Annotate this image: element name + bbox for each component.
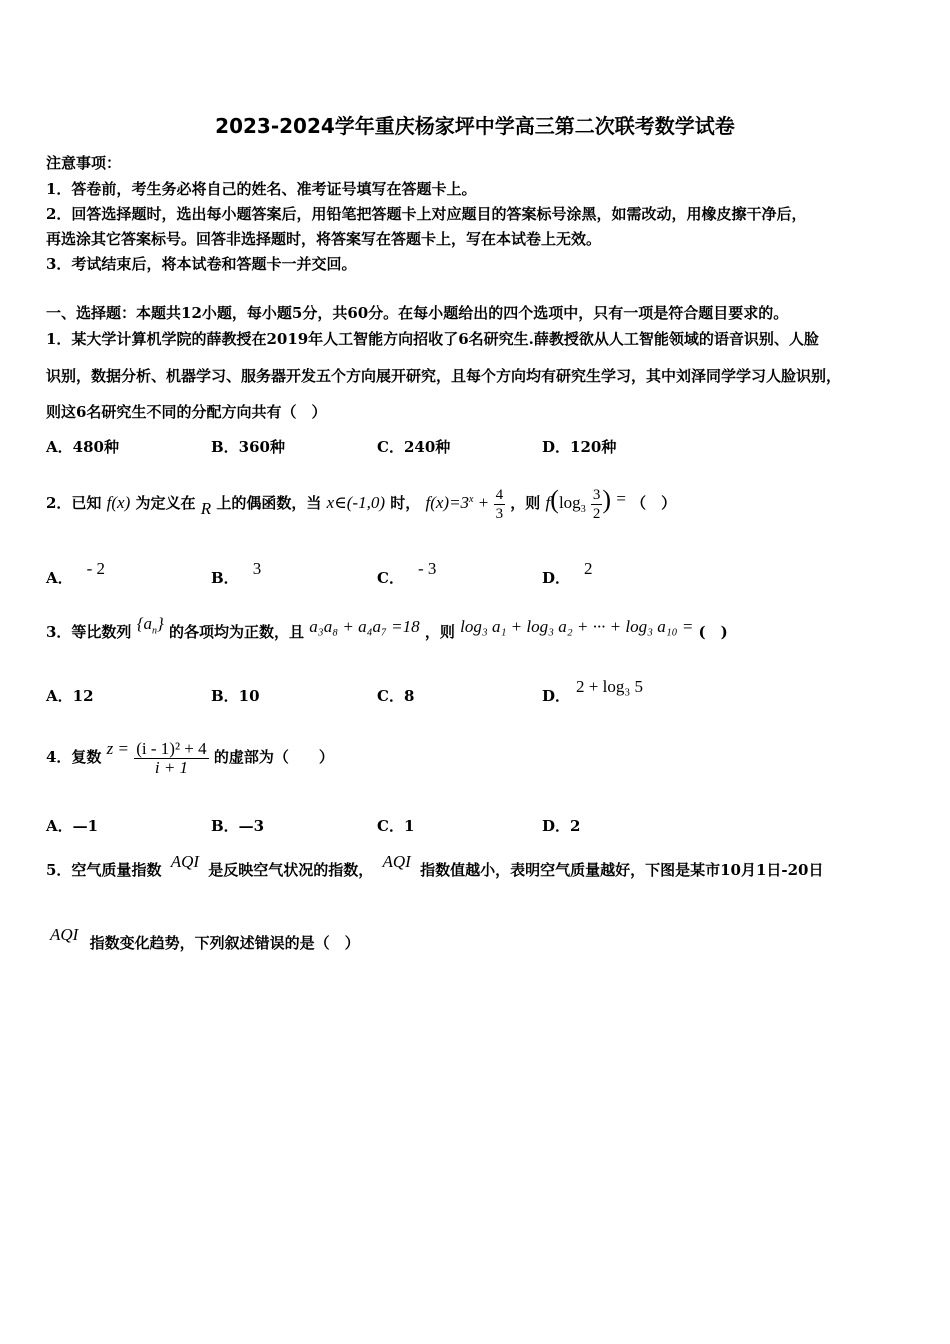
q3-sequence: $\{a_n\}$ bbox=[136, 614, 164, 637]
q4-option-d: D．2 bbox=[542, 817, 581, 835]
q2-option-c: C． - 3 bbox=[377, 559, 437, 587]
q2-stem: 2．已知 f(x) 为定义在 R 上的偶函数，当 x∈(-1,0) 时， $f(x)=3^x$ + $\frac{4}{3}$ ，则 $f(\log_3$ $\frac{3}{2}$ ) = （ ） bbox=[46, 485, 677, 522]
q1-option-c: C．240种 bbox=[377, 438, 451, 456]
q3-stem: 3．等比数列 $\{a_n\}$ 的各项均为正数，且 a₃a₈ + a₄a₇ =18 ，则 log₃ a₁ + log₃ a₂ + ··· + log₃ a₁₀ = ( ) bbox=[46, 614, 728, 641]
notice-item-2a: 2．回答选择题时，选出每小题答案后，用铅笔把答题卡上对应题目的答案标号涂黑，如需改动，用橡皮擦干净后， bbox=[46, 205, 807, 223]
q3-option-d: D． 2 + log₃ 5 bbox=[542, 677, 644, 705]
q4-z: z = bbox=[106, 739, 130, 758]
q1-line-3: 则这6名研究生不同的分配方向共有（ ） bbox=[46, 403, 327, 421]
q2-set-r: R bbox=[200, 499, 212, 518]
q5-aqi-3: AQI bbox=[50, 925, 79, 944]
exam-title: 2023-2024学年重庆杨家坪中学高三第二次联考数学试卷 bbox=[215, 114, 735, 138]
q4-option-c: C．1 bbox=[377, 817, 415, 835]
q2-option-d: D． 2 bbox=[542, 559, 593, 587]
q5-line-1: 5．空气质量指数 AQI 是反映空气状况的指数， AQI 指数值越小，表明空气质量越好，下图是某市10月1日-20日 bbox=[46, 852, 824, 879]
q2-log-argument: $\frac{3}{2}$ bbox=[592, 486, 601, 522]
q4-option-b: B．—3 bbox=[211, 817, 265, 835]
q3-log-sum: log₃ a₁ + log₃ a₂ + ··· + log₃ a₁₀ = bbox=[460, 617, 694, 636]
q2-fx: f(x) bbox=[106, 493, 131, 512]
q1-option-a: A．480种 bbox=[46, 438, 119, 456]
notice-item-2b: 再选涂其它答案标号。回答非选择题时，将答案写在答题卡上，写在本试卷上无效。 bbox=[46, 230, 602, 248]
q3-option-b: B．10 bbox=[211, 687, 260, 705]
q1-option-d: D．120种 bbox=[542, 438, 617, 456]
q2-option-b: B． 3 bbox=[211, 559, 262, 587]
q2-fraction: $\frac{4}{3}$ bbox=[495, 486, 504, 522]
notice-item-1: 1．答卷前，考生务必将自己的姓名、准考证号填写在答题卡上。 bbox=[46, 180, 477, 198]
notice-heading: 注意事项： bbox=[46, 154, 122, 172]
q1-line-1: 1．某大学计算机学院的薛教授在2019年人工智能方向招收了6名研究生.薛教授欲从人工智能领域的语音识别、人脸 bbox=[46, 330, 819, 348]
q2-condition: x∈(-1,0) bbox=[326, 493, 385, 512]
q3-option-a: A．12 bbox=[46, 687, 94, 705]
q1-option-b: B．360种 bbox=[211, 438, 285, 456]
q3-option-c: C．8 bbox=[377, 687, 415, 705]
q4-fraction: $\frac{\text{(i - 1)² + 4}}{i + 1}$ bbox=[136, 738, 207, 777]
q2-option-a: A． - 2 bbox=[46, 559, 106, 587]
q5-aqi-1: AQI bbox=[170, 852, 200, 871]
section-heading: 一、选择题：本题共12小题，每小题5分，共60分。在每小题给出的四个选项中，只有一项是符合题目要求的。 bbox=[46, 304, 789, 322]
q4-stem: 4．复数 z = $\frac{\text{(i - 1)² + 4}}{i + 1}$ 的虚部为（ ） bbox=[46, 738, 334, 777]
q3-condition: a₃a₈ + a₄a₇ =18 bbox=[309, 617, 420, 636]
q2-function-def: f(x)=3 bbox=[425, 493, 470, 512]
q5-line-2: AQI 指数变化趋势，下列叙述错误的是（ ） bbox=[50, 925, 360, 952]
q5-aqi-2: AQI bbox=[382, 852, 411, 871]
notice-item-3: 3．考试结束后，将本试卷和答题卡一并交回。 bbox=[46, 255, 357, 273]
q4-option-a: A．—1 bbox=[46, 817, 99, 835]
q1-line-2: 识别，数据分析、机器学习、服务器开发五个方向展开研究，且每个方向均有研究生学习，其中刘泽同学学习人脸识别， bbox=[46, 367, 842, 385]
